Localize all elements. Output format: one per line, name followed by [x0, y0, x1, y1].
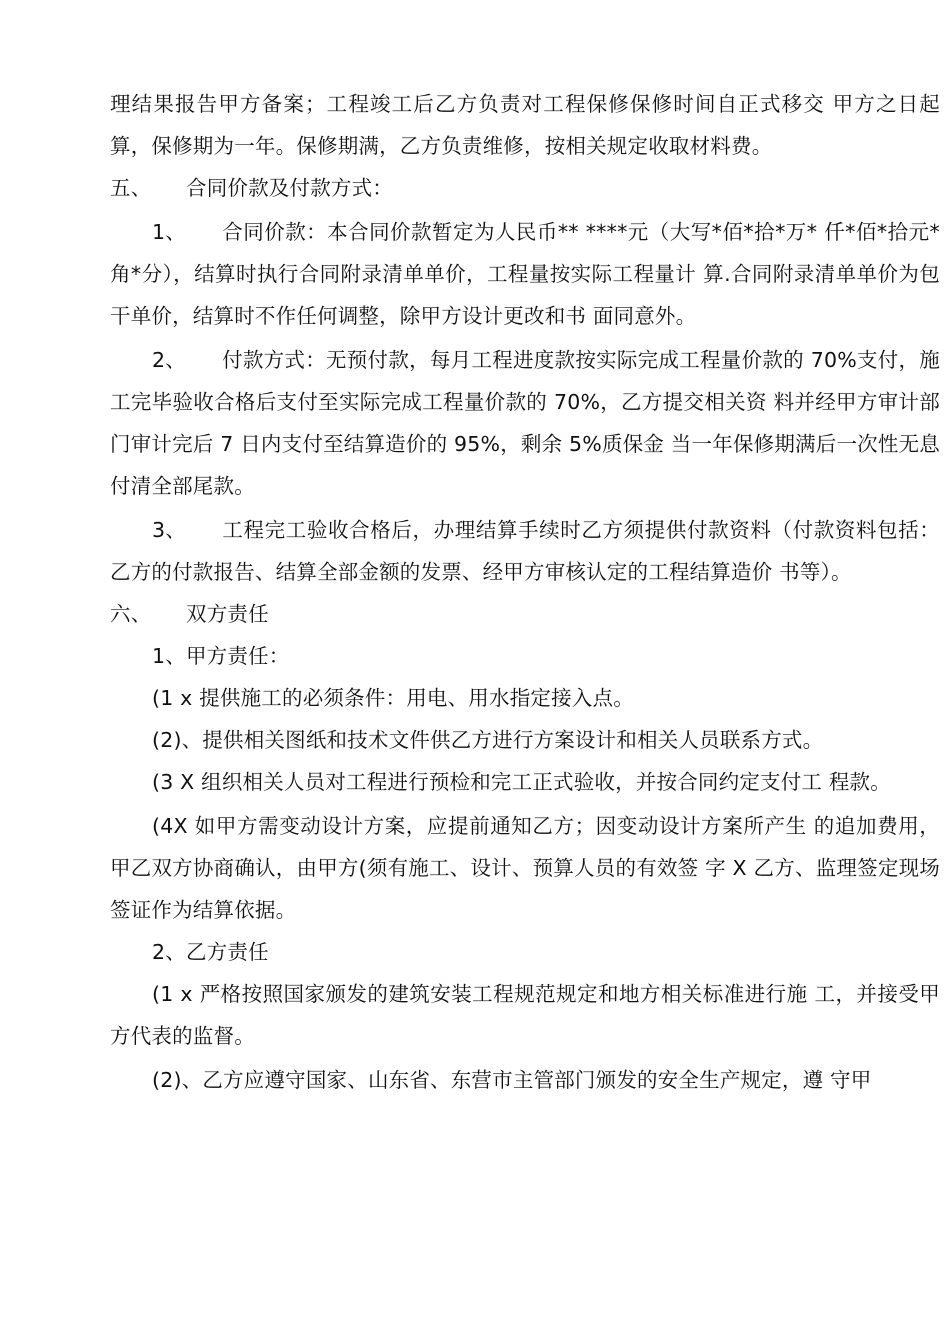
party-a-duty-4: (4X 如甲方需变动设计方案，应提前通知乙方；因变动设计方案所产生 的追加费用，甲乙双方协商确认，由甲方(须有施工、设计、预算人员的有效签 字 X 乙方、监理签定现场签证作为结算依据。: [110, 814, 940, 922]
clause-number: 3、: [152, 518, 186, 542]
party-b-duty-1: (1 x 严格按照国家颁发的建筑安装工程规范规定和地方相关标准进行施 工，并接受甲方代表的监督。: [110, 982, 940, 1048]
clause-number: 1、: [152, 220, 186, 244]
clause-text: 工程完工验收合格后，办理结算手续时乙方须提供付款资料（付款资料包括：乙方的付款报告、结算全部金额的发票、经甲方审核认定的工程结算造价 书等）。: [110, 518, 940, 584]
section-heading-responsibilities: [110, 593, 940, 635]
section-number: 六、: [110, 602, 152, 626]
party-a-duty-3: (3 X 组织相关人员对工程进行预检和完工正式验收，并按合同约定支付工 程款。: [152, 770, 891, 794]
clause-text: 合同价款：本合同价款暂定为人民币** ****元（大写*佰*拾*万* 仟*佰*拾元*角*分），结算时执行合同附录清单单价，工程量按实际工程量计 算.合同附录清单单价为包干单价，结算时不作任何调整，除甲方设计更改和书 面同意外。: [110, 220, 940, 328]
party-a-duty-1: (1 x 提供施工的必须条件：用电、用水指定接入点。: [152, 686, 634, 710]
clause-settlement-documents: [110, 509, 940, 593]
subheading-party-b: 2、乙方责任: [152, 940, 269, 964]
paragraph-warranty: 理结果报告甲方备案；工程竣工后乙方负责对工程保修保修时间自正式移交 甲方之日起算，保修期为一年。保修期满，乙方负责维修，按相关规定收取材料费。: [110, 92, 940, 158]
section-heading-price-payment: [110, 167, 940, 209]
clause-contract-price: [110, 211, 940, 337]
party-a-duty-2: (2)、提供相关图纸和技术文件供乙方进行方案设计和相关人员联系方式。: [152, 728, 824, 752]
section-title: 双方责任: [186, 602, 269, 626]
clause-text: 付款方式：无预付款，每月工程进度款按实际完成工程量价款的 70%支付，施工完毕验收合格后支付至实际完成工程量价款的 70%，乙方提交相关资 料并经甲方审计部门审计完后 7 日内支付至结算造价的 95%，剩余 5%质保金 当一年保修期满后一次性无息付清全部尾款。: [110, 348, 940, 498]
party-b-duty-2: (2)、乙方应遵守国家、山东省、东营市主管部门颁发的安全生产规定，遵 守甲: [152, 1068, 872, 1092]
clause-number: 2、: [152, 348, 186, 372]
section-number: 五、: [110, 176, 152, 200]
section-title: 合同价款及付款方式：: [186, 176, 393, 200]
document-page: [110, 83, 940, 1101]
subheading-party-a: 1、甲方责任：: [152, 644, 290, 668]
clause-payment-method: [110, 339, 940, 507]
